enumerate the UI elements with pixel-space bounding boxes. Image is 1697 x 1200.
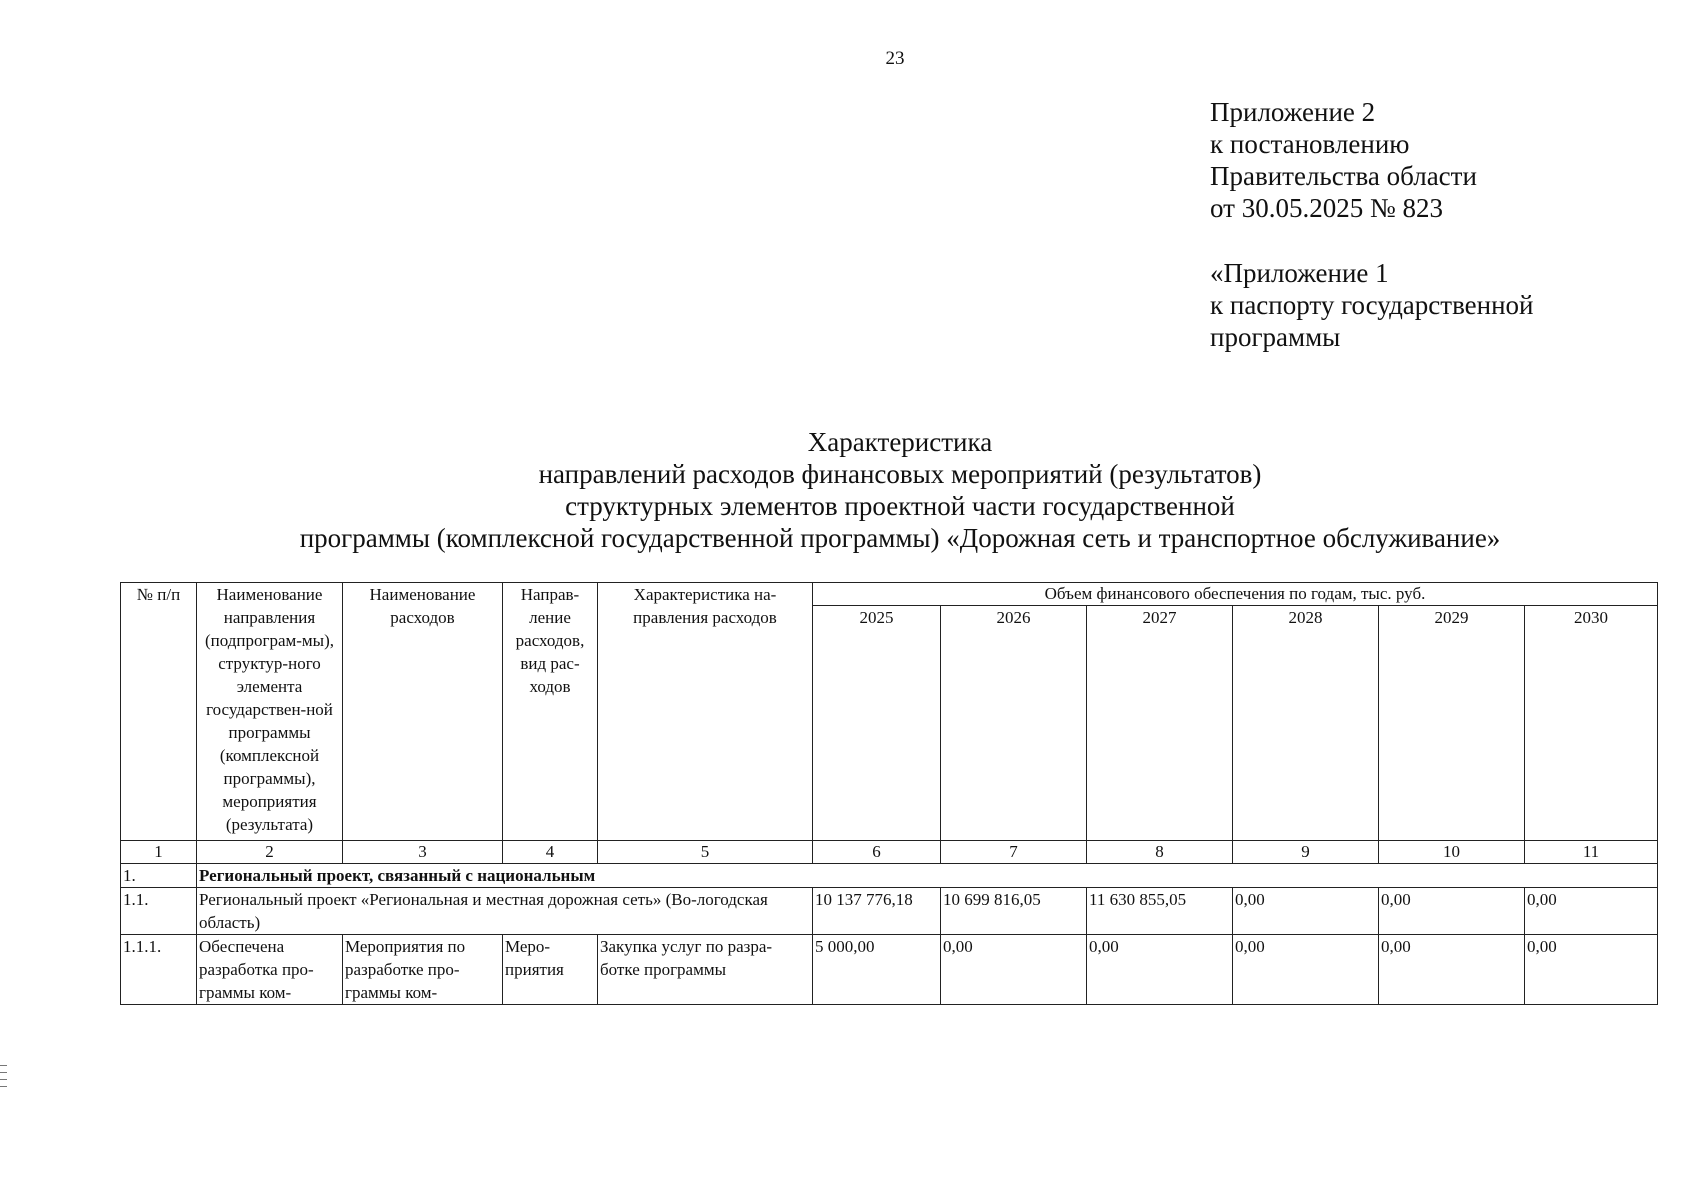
header-name-direction: Наименование направления (подпрограм-мы), структур-ного элемента государствен-ной программы (комплексной программы), мероприятия (результата) bbox=[197, 583, 343, 841]
row-value: 0,00 bbox=[1379, 888, 1525, 935]
document-title bbox=[120, 426, 1680, 554]
row-num: 1.1. bbox=[121, 888, 197, 935]
title-line: программы (комплексной государственной программы) «Дорожная сеть и транспортное обслуживание» bbox=[299, 523, 1501, 553]
appendix-block bbox=[1210, 96, 1534, 353]
row-result-name: Обеспечена разработка про-граммы ком- bbox=[197, 935, 343, 1005]
row-characteristic: Закупка услуг по разра-ботке программы bbox=[598, 935, 813, 1005]
appendix-line: «Приложение 1 bbox=[1210, 258, 1389, 288]
header-num: № п/п bbox=[121, 583, 197, 841]
header-row bbox=[121, 583, 1658, 606]
appendix-line: Приложение 2 bbox=[1210, 97, 1376, 127]
row-project-name: Региональный проект «Региональная и местная дорожная сеть» (Во-логодская область) bbox=[197, 888, 813, 935]
row-value: 0,00 bbox=[941, 935, 1087, 1005]
title-line: Характеристика bbox=[807, 427, 993, 457]
column-number: 3 bbox=[343, 841, 503, 864]
row-expense-name: Мероприятия по разработке про-граммы ком- bbox=[343, 935, 503, 1005]
column-number: 6 bbox=[813, 841, 941, 864]
column-number-row bbox=[121, 841, 1658, 864]
header-year: 2025 bbox=[813, 606, 941, 841]
row-value: 0,00 bbox=[1525, 935, 1658, 1005]
row-value: 0,00 bbox=[1087, 935, 1233, 1005]
column-number: 4 bbox=[503, 841, 598, 864]
column-number: 11 bbox=[1525, 841, 1658, 864]
row-num: 1.1.1. bbox=[121, 935, 197, 1005]
row-value: 10 699 816,05 bbox=[941, 888, 1087, 935]
header-name-expenses: Наименование расходов bbox=[343, 583, 503, 841]
appendix-line: к паспорту государственной bbox=[1210, 290, 1534, 320]
header-year: 2027 bbox=[1087, 606, 1233, 841]
row-value: 0,00 bbox=[1233, 935, 1379, 1005]
title-line: направлений расходов финансовых мероприятий (результатов) bbox=[538, 459, 1262, 489]
appendix-line: от 30.05.2025 № 823 bbox=[1210, 193, 1443, 223]
header-characteristic: Характеристика на-правления расходов bbox=[598, 583, 813, 841]
header-year: 2029 bbox=[1379, 606, 1525, 841]
appendix-line: программы bbox=[1210, 322, 1341, 352]
column-number: 9 bbox=[1233, 841, 1379, 864]
column-number: 7 bbox=[941, 841, 1087, 864]
row-value: 11 630 855,05 bbox=[1087, 888, 1233, 935]
column-number: 5 bbox=[598, 841, 813, 864]
table-row bbox=[121, 935, 1658, 1005]
row-value: 0,00 bbox=[1233, 888, 1379, 935]
row-num: 1. bbox=[121, 864, 197, 888]
appendix-line: к постановлению bbox=[1210, 129, 1410, 159]
row-direction: Меро-приятия bbox=[503, 935, 598, 1005]
header-funding-group: Объем финансового обеспечения по годам, тыс. руб. bbox=[813, 583, 1658, 606]
scan-edge-marks bbox=[0, 1065, 8, 1093]
table-row bbox=[121, 864, 1658, 888]
title-line: структурных элементов проектной части государственной bbox=[565, 491, 1235, 521]
header-year: 2028 bbox=[1233, 606, 1379, 841]
expenses-table bbox=[120, 582, 1658, 1005]
page-number: 23 bbox=[885, 48, 905, 69]
row-value: 10 137 776,18 bbox=[813, 888, 941, 935]
header-year: 2030 bbox=[1525, 606, 1658, 841]
header-year: 2026 bbox=[941, 606, 1087, 841]
column-number: 8 bbox=[1087, 841, 1233, 864]
row-value: 5 000,00 bbox=[813, 935, 941, 1005]
appendix-line: Правительства области bbox=[1210, 161, 1477, 191]
row-value: 0,00 bbox=[1525, 888, 1658, 935]
column-number: 1 bbox=[121, 841, 197, 864]
row-section-title: Региональный проект, связанный с национальным bbox=[197, 864, 1658, 888]
row-value: 0,00 bbox=[1379, 935, 1525, 1005]
column-number: 2 bbox=[197, 841, 343, 864]
column-number: 10 bbox=[1379, 841, 1525, 864]
table-row bbox=[121, 888, 1658, 935]
header-direction-type: Направ-ление расходов, вид рас-ходов bbox=[503, 583, 598, 841]
